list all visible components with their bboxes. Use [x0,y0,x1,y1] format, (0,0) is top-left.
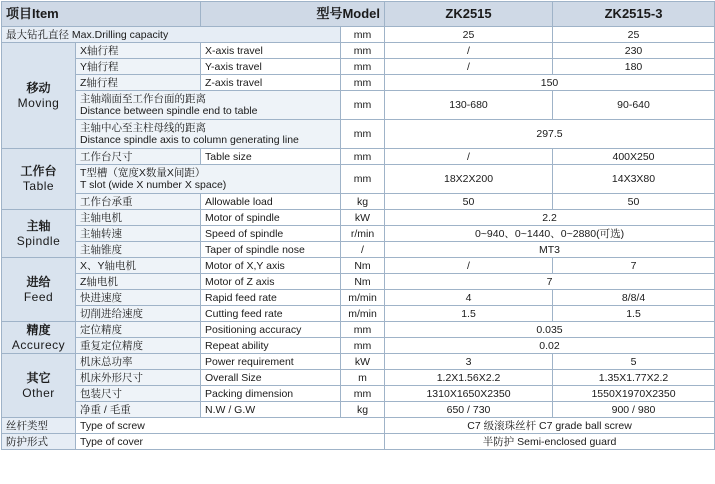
power-cn: 机床总功率 [76,354,201,370]
xy-motor-en: Motor of X,Y axis [201,258,341,274]
section-feed [2,258,76,322]
rapid-feed-value-2: 8/8/4 [553,290,715,306]
overall-size-cn: 机床外形尺寸 [76,370,201,386]
z-motor-cn: Z轴电机 [76,274,201,290]
z-motor-value: 7 [385,274,715,290]
row-max-drilling [2,27,715,43]
row-xy-motor [2,258,715,274]
row-spindle-motor [2,210,715,226]
row-weight [2,402,715,418]
section-other [2,354,76,418]
section-other-cn: 其它 [26,370,51,385]
row-spindle-column-distance [2,120,715,149]
section-table-cn: 工作台 [20,164,57,178]
header-model-zk2515: ZK2515 [385,2,553,27]
cutting-feed-unit: m/min [341,306,385,322]
allowable-load-value-2: 50 [553,194,715,210]
spindle-speed-value: 0~940、0~1440、0~2880(可选) [385,226,715,242]
row-x-travel [2,43,715,59]
positioning-accuracy-unit: mm [341,322,385,338]
row-allowable-load [2,194,715,210]
row-z-travel [2,75,715,91]
spindle-table-distance-cn: 主轴端面至工作台面的距离 [80,93,206,105]
overall-size-value-1: 1.2X1.56X2.2 [385,370,553,386]
allowable-load-en: Allowable load [201,194,341,210]
overall-size-en: Overall Size [201,370,341,386]
spindle-column-distance-cn: 主轴中心至主柱母线的距离 [80,122,206,134]
section-spindle-en: Spindle [16,233,61,248]
table-size-cn: 工作台尺寸 [76,149,201,165]
spindle-speed-unit: r/min [341,226,385,242]
row-y-travel [2,59,715,75]
t-slot-cn: T型槽（宽度X数量X间距） [80,167,206,179]
header-model-zk2515-3: ZK2515-3 [553,2,715,27]
row-packing-dimension [2,386,715,402]
section-moving [2,43,76,149]
y-travel-value-1: / [385,59,553,75]
spindle-column-distance-unit: mm [341,120,385,149]
positioning-accuracy-value: 0.035 [385,322,715,338]
z-motor-unit: Nm [341,274,385,290]
section-table-en: Table [22,179,55,193]
spindle-taper-cn: 主轴锥度 [76,242,201,258]
packing-dimension-value-1: 1310X1650X2350 [385,386,553,402]
y-travel-en: Y-axis travel [201,59,341,75]
section-table [2,149,76,210]
rapid-feed-unit: m/min [341,290,385,306]
spindle-table-distance-label [76,91,341,120]
repeat-ability-cn: 重复定位精度 [76,338,201,354]
allowable-load-unit: kg [341,194,385,210]
screw-type-value: C7 级滚珠丝杆 C7 grade ball screw [385,418,715,434]
spindle-column-distance-en: Distance spindle axis to column generating line [80,134,299,146]
row-spindle-speed [2,226,715,242]
row-spindle-taper [2,242,715,258]
spindle-column-distance-value: 297.5 [385,120,715,149]
spindle-table-distance-value-2: 90-640 [553,91,715,120]
row-positioning-accuracy [2,322,715,338]
header-model: 型号Model [201,2,385,27]
power-en: Power requirement [201,354,341,370]
rapid-feed-en: Rapid feed rate [201,290,341,306]
z-motor-en: Motor of Z axis [201,274,341,290]
spindle-motor-en: Motor of spindle [201,210,341,226]
section-spindle [2,210,76,258]
xy-motor-value-2: 7 [553,258,715,274]
t-slot-unit: mm [341,165,385,194]
power-value-2: 5 [553,354,715,370]
max-drilling-label: 最大钻孔直径 Max.Drilling capacity [2,27,341,43]
row-screw-type [2,418,715,434]
spindle-motor-cn: 主轴电机 [76,210,201,226]
spindle-table-distance-en: Distance between spindle end to table [80,105,258,117]
t-slot-en: T slot (wide X number X space) [80,179,227,191]
table-size-unit: mm [341,149,385,165]
row-overall-size [2,370,715,386]
allowable-load-cn: 工作台承重 [76,194,201,210]
weight-value-2: 900 / 980 [553,402,715,418]
packing-dimension-value-2: 1550X1970X2350 [553,386,715,402]
spindle-table-distance-unit: mm [341,91,385,120]
row-power [2,354,715,370]
xy-motor-cn: X、Y轴电机 [76,258,201,274]
t-slot-label [76,165,341,194]
repeat-ability-en: Repeat ability [201,338,341,354]
weight-value-1: 650 / 730 [385,402,553,418]
positioning-accuracy-en: Positioning accuracy [201,322,341,338]
cutting-feed-cn: 切削进给速度 [76,306,201,322]
max-drilling-unit: mm [341,27,385,43]
repeat-ability-unit: mm [341,338,385,354]
y-travel-cn: Y轴行程 [76,59,201,75]
spindle-motor-unit: kW [341,210,385,226]
xy-motor-value-1: / [385,258,553,274]
section-accuracy-en: Accurecy [11,337,66,352]
t-slot-value-1: 18X2X200 [385,165,553,194]
spindle-taper-unit: / [341,242,385,258]
z-travel-cn: Z轴行程 [76,75,201,91]
x-travel-en: X-axis travel [201,43,341,59]
spindle-column-distance-label [76,120,341,149]
table-size-value-2: 400X250 [553,149,715,165]
x-travel-value-1: / [385,43,553,59]
spindle-speed-en: Speed of spindle [201,226,341,242]
overall-size-unit: m [341,370,385,386]
section-other-en: Other [22,385,55,400]
section-feed-cn: 进给 [26,274,51,289]
t-slot-value-2: 14X3X80 [553,165,715,194]
cutting-feed-value-1: 1.5 [385,306,553,322]
row-z-motor [2,274,715,290]
row-table-size [2,149,715,165]
overall-size-value-2: 1.35X1.77X2.2 [553,370,715,386]
x-travel-unit: mm [341,43,385,59]
spindle-taper-en: Taper of spindle nose [201,242,341,258]
weight-unit: kg [341,402,385,418]
cover-type-en: Type of cover [76,434,385,450]
table-size-en: Table size [201,149,341,165]
section-accuracy [2,322,76,354]
xy-motor-unit: Nm [341,258,385,274]
screw-type-en: Type of screw [76,418,385,434]
x-travel-cn: X轴行程 [76,43,201,59]
row-cutting-feed [2,306,715,322]
section-moving-en: Moving [17,95,60,110]
spindle-motor-value: 2.2 [385,210,715,226]
power-unit: kW [341,354,385,370]
section-spindle-cn: 主轴 [26,218,51,233]
cover-type-cn: 防护形式 [2,434,76,450]
spindle-speed-cn: 主轴转速 [76,226,201,242]
header-row [2,2,715,27]
section-accuracy-cn: 精度 [26,322,51,337]
row-cover-type [2,434,715,450]
packing-dimension-cn: 包装尺寸 [76,386,201,402]
z-travel-en: Z-axis travel [201,75,341,91]
rapid-feed-value-1: 4 [385,290,553,306]
max-drilling-value-2: 25 [553,27,715,43]
table-size-value-1: / [385,149,553,165]
header-item: 项目Item [2,2,201,27]
power-value-1: 3 [385,354,553,370]
max-drilling-value-1: 25 [385,27,553,43]
section-moving-cn: 移动 [26,80,51,95]
cover-type-value: 半防护 Semi-enclosed guard [385,434,715,450]
weight-en: N.W / G.W [201,402,341,418]
allowable-load-value-1: 50 [385,194,553,210]
repeat-ability-value: 0.02 [385,338,715,354]
spindle-taper-value: MT3 [385,242,715,258]
packing-dimension-unit: mm [341,386,385,402]
z-travel-unit: mm [341,75,385,91]
cutting-feed-en: Cutting feed rate [201,306,341,322]
section-feed-en: Feed [23,289,54,304]
y-travel-value-2: 180 [553,59,715,75]
row-spindle-table-distance [2,91,715,120]
rapid-feed-cn: 快进速度 [76,290,201,306]
x-travel-value-2: 230 [553,43,715,59]
row-t-slot [2,165,715,194]
row-repeat-ability [2,338,715,354]
packing-dimension-en: Packing dimension [201,386,341,402]
y-travel-unit: mm [341,59,385,75]
cutting-feed-value-2: 1.5 [553,306,715,322]
row-rapid-feed [2,290,715,306]
screw-type-cn: 丝杆类型 [2,418,76,434]
spindle-table-distance-value-1: 130-680 [385,91,553,120]
positioning-accuracy-cn: 定位精度 [76,322,201,338]
spec-table [1,1,715,450]
z-travel-value: 150 [385,75,715,91]
weight-cn: 净重 / 毛重 [76,402,201,418]
